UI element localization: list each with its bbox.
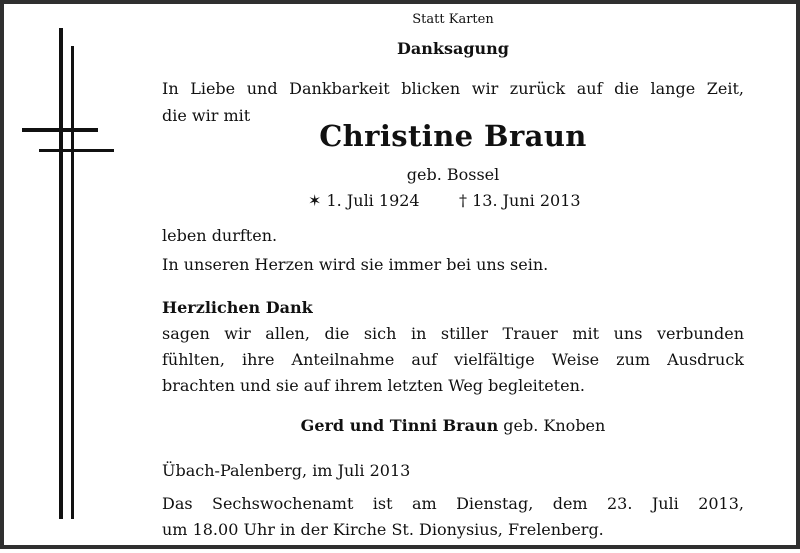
signers-names: Gerd und Tinni Braun <box>300 416 499 435</box>
thanks-line-3: brachten und sie auf ihrem letzten Weg begleiteten. <box>162 376 585 395</box>
after-line-1: leben durften. <box>162 226 278 245</box>
cross-vertical-bar-thin <box>71 46 74 519</box>
cross-horizontal-bar <box>22 128 98 132</box>
death-date: † 13. Juni 2013 <box>459 191 581 210</box>
birth-date: ✶ 1. Juli 1924 <box>308 191 420 210</box>
pre-title: Statt Karten <box>412 12 494 27</box>
deceased-name: Christine Braun <box>319 119 587 153</box>
place-date: Übach-Palenberg, im Juli 2013 <box>162 461 411 480</box>
thanks-line-1: sagen wir allen, die sich in stiller Trauer mit uns verbunden <box>162 324 744 343</box>
thanks-line-2: fühlten, ihre Anteilnahme auf vielfältige Weise zum Ausdruck <box>162 350 744 369</box>
cross-vertical-bar <box>59 28 63 519</box>
signers-suffix: geb. Knoben <box>503 416 606 435</box>
page-title: Danksagung <box>397 39 509 58</box>
maiden-name: geb. Bossel <box>406 165 500 184</box>
after-line-2: In unseren Herzen wird sie immer bei uns sein. <box>162 255 549 274</box>
signers <box>162 416 744 435</box>
intro-line-2: die wir mit <box>162 106 251 125</box>
cross-icon <box>4 4 124 553</box>
service-line-1: Das Sechswochenamt ist am Dienstag, dem 23. Juli 2013, <box>162 494 744 513</box>
service-line-2: um 18.00 Uhr in der Kirche St. Dionysius, Frelenberg. <box>162 520 604 539</box>
cross-horizontal-bar-thin <box>39 149 114 152</box>
thanks-heading: Herzlichen Dank <box>162 298 313 317</box>
intro-line-1: In Liebe und Dankbarkeit blicken wir zurück auf die lange Zeit, <box>162 79 744 98</box>
